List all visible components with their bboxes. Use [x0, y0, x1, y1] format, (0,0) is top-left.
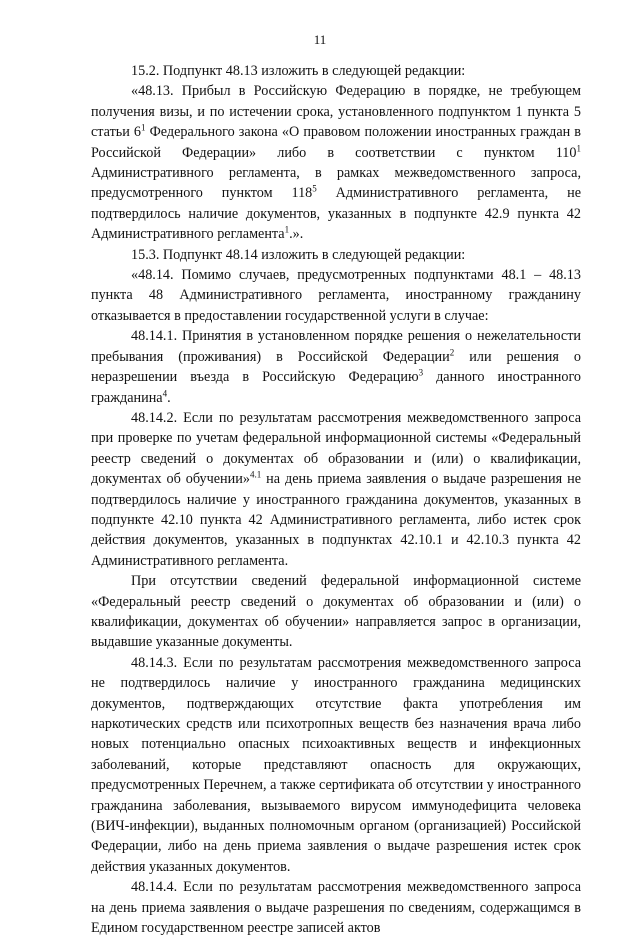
- paragraph: [91, 61, 581, 81]
- text-run: При отсутствии сведений федеральной информационной системе «Федеральный реестр сведений о документах об образовании и (или) о квалификации, документах об обучении» направляется запрос в организации, выдавшие указанные документы.: [91, 573, 581, 651]
- text-run: .: [167, 389, 171, 406]
- footnote-marker: 1: [284, 224, 290, 235]
- text-run: 48.14.4. Если по результатам рассмотрения межведомственного запроса на день приема заявления о выдаче разрешения по сведениям, содержащимся в Едином государственном реестре записей актов: [91, 879, 581, 937]
- text-run: 48.14.1. Принятия в установленном порядке решения о нежелательности пребывания (проживания) в Российской Федерации: [91, 328, 581, 365]
- text-run: 15.2. Подпункт 48.13 изложить в следующей редакции:: [131, 63, 466, 79]
- text-run: 48.14.3. Если по результатам рассмотрения межведомственного запроса не подтвердилось наличие у иностранного гражданина медицинских документов, подтверждающих отсутствие факта употребления им наркотических средств или психотропных веществ без назначения врача либо новых потенциально опасных психоактивных веществ и инфекционных заболеваний, которые представляют опасность для окружающих, предусмотренных Перечнем, а также сертификата об отсутствии у иностранного гражданина заболевания, вызываемого вирусом иммунодефицита человека (ВИЧ-инфекции), выданных полномочным органом (организацией) Российской Федерации, либо на день приема заявления о выдаче разрешения истек срок действия указанных документов.: [91, 654, 581, 875]
- text-run: Административного регламента, в рамках межведомственного запроса, предусмотренного пунктом 118: [91, 165, 581, 202]
- text-run: или решения о неразрешении въезда в Российскую Федерацию: [91, 348, 581, 386]
- footnote-marker: 1: [576, 142, 581, 153]
- text-run: данного иностранного гражданина: [91, 369, 582, 406]
- paragraph: [91, 81, 581, 244]
- paragraph: [91, 265, 581, 326]
- page-number: 11: [313, 32, 327, 47]
- text-run: Административного регламента, не подтвердилось наличие документов, указанных в подпункте 42.9 пункта 42 Административного регламента: [91, 185, 581, 243]
- footnote-marker: 2: [449, 346, 455, 357]
- text-run: «48.14. Помимо случаев, предусмотренных подпунктами 48.1 – 48.13 пункта 48 Административного регламента, иностранному гражданину отказывается в предоставлении государственной услуги в случае:: [91, 267, 581, 324]
- footnote-marker: 4.1: [249, 469, 262, 480]
- text-run: Федерального закона «О правовом положении иностранных граждан в Российской Федерации» либо в соответствии с пунктом 110: [91, 124, 581, 161]
- footnote-marker: 4: [162, 387, 168, 398]
- paragraph: [91, 326, 581, 408]
- document-body: [91, 61, 581, 938]
- text-run: 48.14.2. Если по результатам рассмотрения межведомственного запроса при проверке по учетам федеральной информационной системы «Федеральный реестр сведений о документах об образовании и (или) о квалификации, документах об обучении»: [91, 409, 581, 488]
- footnote-marker: 1: [141, 122, 146, 133]
- text-run: на день приема заявления о выдаче разрешения не подтвердилось наличие у иностранного гражданина документов, указанных в подпункте 42.10 пункта 42 Административного регламента, либо истек срок действия документов, указанных в подпунктах 42.10.1 и 42.10.3 пункта 42 Административного регламента.: [91, 471, 581, 569]
- paragraph: [91, 877, 581, 938]
- paragraph: [91, 571, 581, 653]
- footnote-marker: 3: [418, 367, 424, 378]
- paragraph: [91, 653, 581, 877]
- paragraph: [91, 245, 581, 265]
- text-run: 15.3. Подпункт 48.14 изложить в следующей редакции:: [131, 246, 466, 263]
- footnote-marker: 5: [312, 183, 317, 194]
- paragraph: [91, 408, 581, 571]
- text-run: .».: [289, 226, 304, 243]
- text-run: «48.13. Прибыл в Российскую Федерацию в порядке, не требующем получения визы, и по истечении срока, установленного подпунктом 1 пункта 5 статьи 6: [91, 83, 581, 141]
